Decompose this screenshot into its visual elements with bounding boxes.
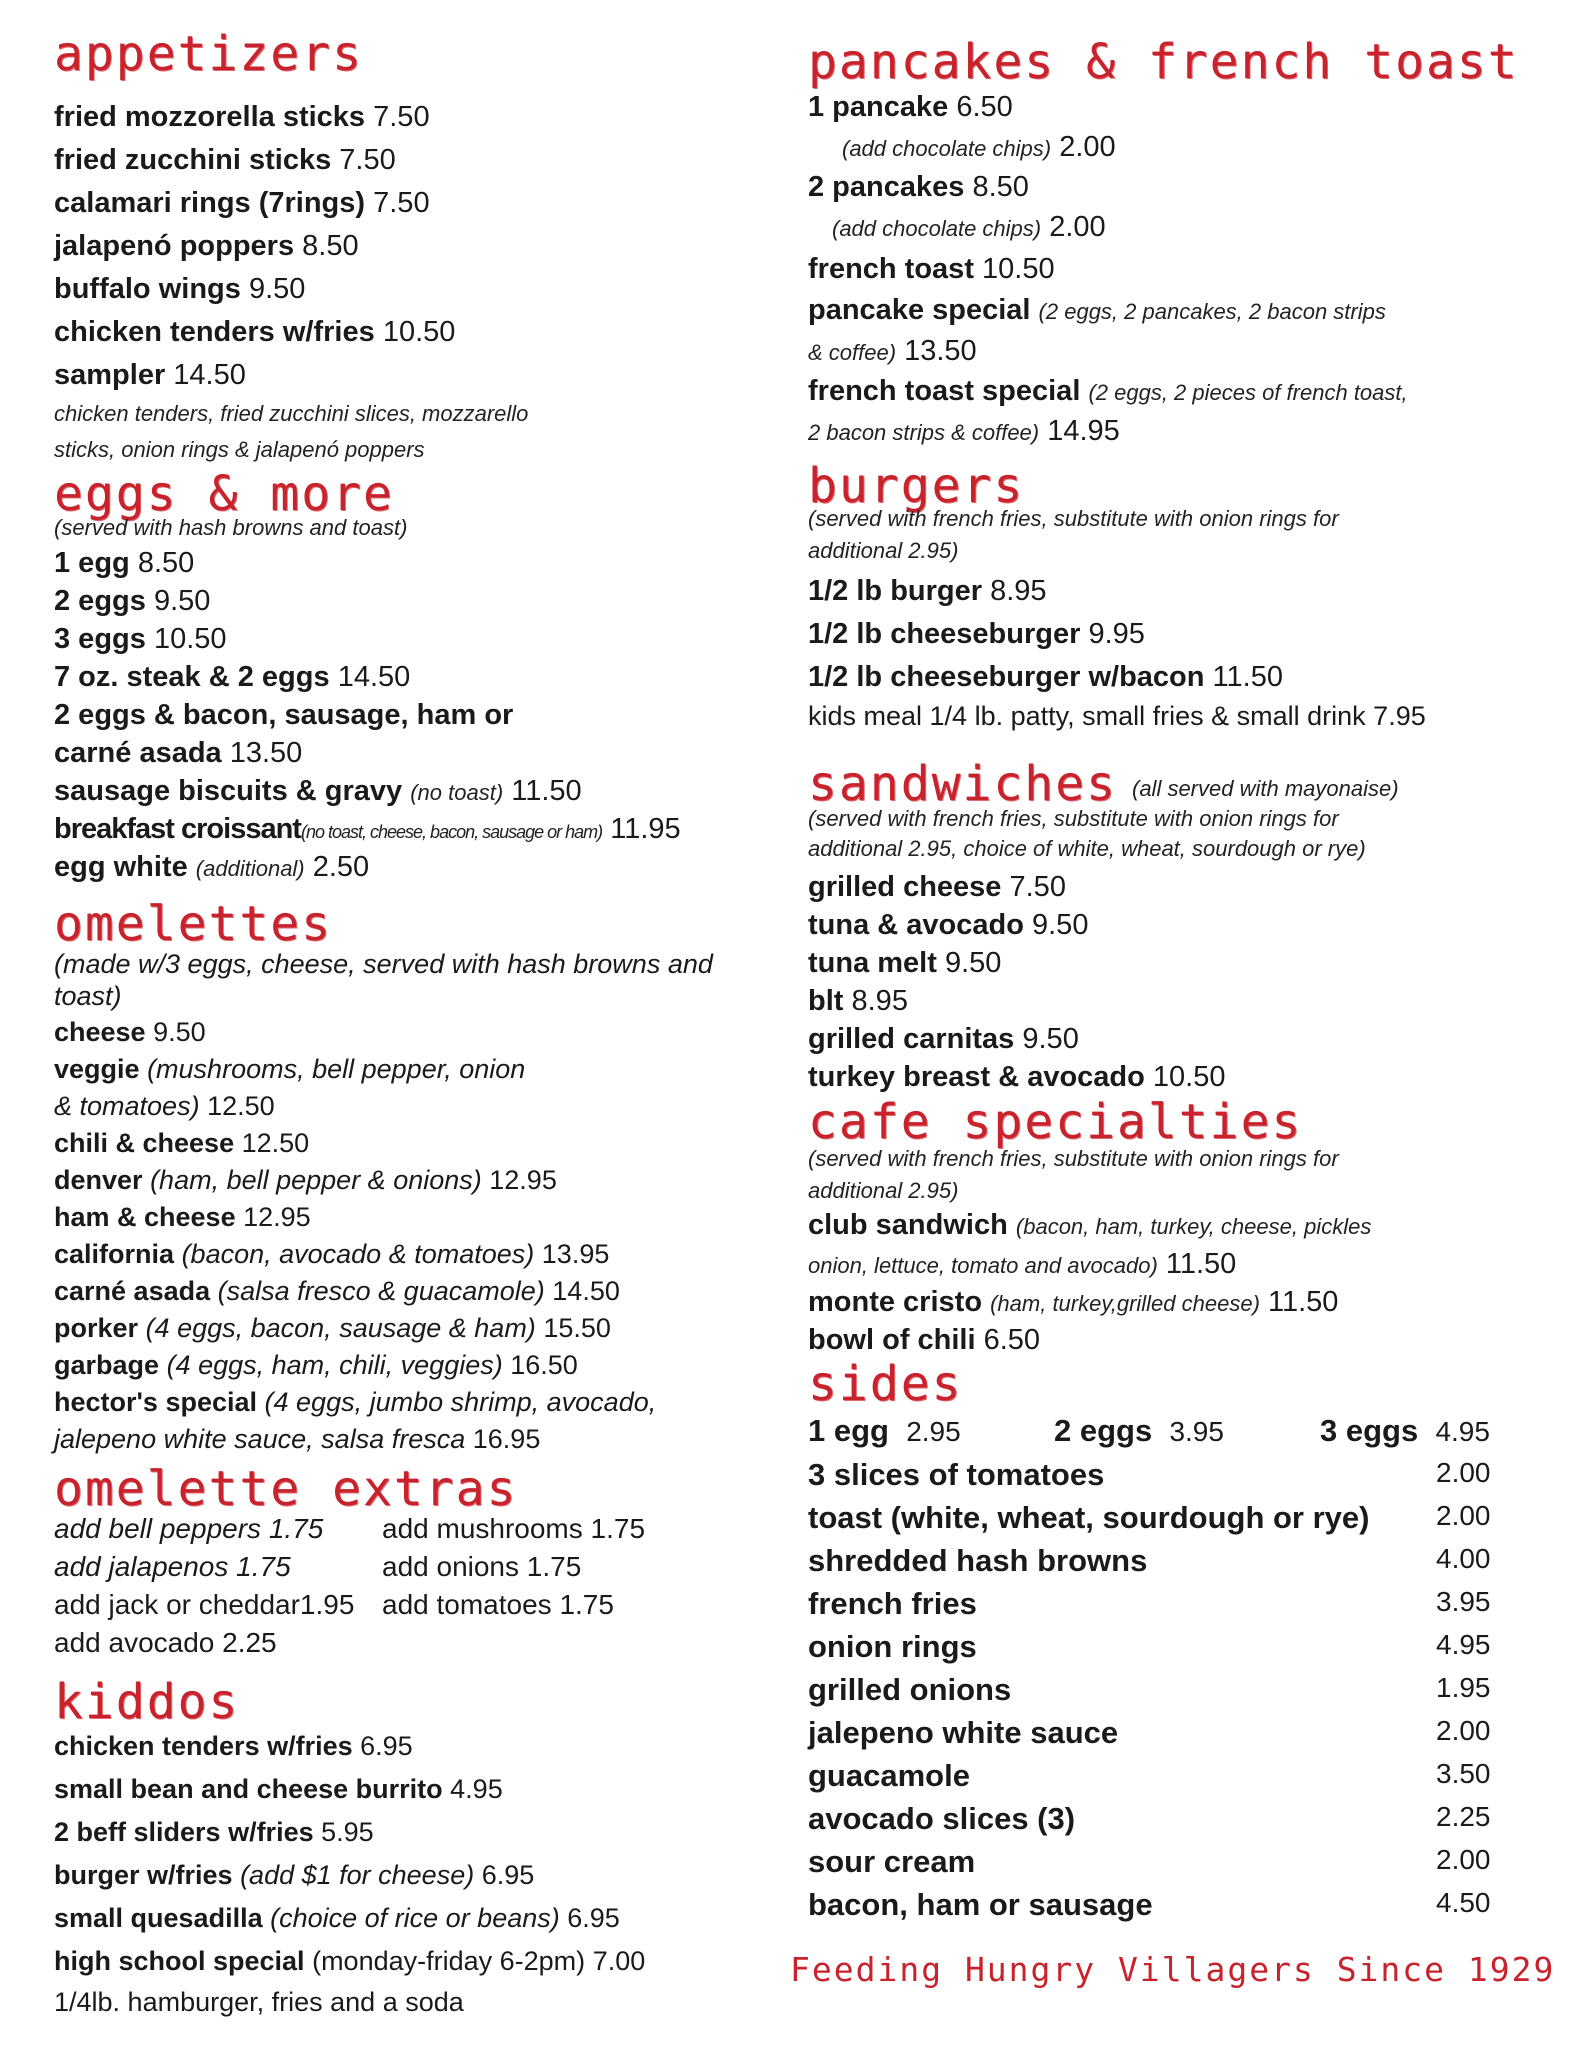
menu-item: veggie (mushrooms, bell pepper, onion xyxy=(54,1054,526,1084)
side-egg: 1 egg 2.95 xyxy=(808,1413,961,1448)
kiddos-title: kiddos xyxy=(54,1674,240,1730)
menu-item: garbage (4 eggs, ham, chili, veggies) 16.50 xyxy=(54,1350,578,1380)
burgers-title: burgers xyxy=(808,458,1025,514)
section-note: additional 2.95) xyxy=(808,538,959,563)
side-item: shredded hash browns 4.00 xyxy=(808,1543,1491,1578)
extra-item: add jack or cheddar1.95 xyxy=(54,1589,355,1620)
side-item: avocado slices (3) 2.25 xyxy=(808,1801,1491,1836)
section-note: toast) xyxy=(54,981,122,1011)
side-item: grilled onions 1.95 xyxy=(808,1672,1491,1707)
menu-item: jalepeno white sauce, salsa fresca 16.95 xyxy=(54,1424,541,1454)
menu-item: bowl of chili 6.50 xyxy=(808,1324,1041,1356)
extra-item: add jalapenos 1.75 xyxy=(54,1551,291,1582)
menu-item: & tomatoes) 12.50 xyxy=(54,1091,275,1121)
menu-item: tuna & avocado 9.50 xyxy=(808,909,1089,941)
menu-item: 2 bacon strips & coffee) 14.95 xyxy=(808,415,1120,447)
menu-item: jalapenó poppers 8.50 xyxy=(54,230,359,262)
omelettes-title: omelettes xyxy=(54,896,333,952)
menu-item: french toast 10.50 xyxy=(808,253,1055,285)
menu-item: 2 eggs 9.50 xyxy=(54,585,211,617)
menu-item: turkey breast & avocado 10.50 xyxy=(808,1061,1226,1093)
menu-item: 2 beff sliders w/fries 5.95 xyxy=(54,1817,374,1847)
menu-item: grilled cheese 7.50 xyxy=(808,871,1066,903)
item-description: 1/4lb. hamburger, fries and a soda xyxy=(54,1987,464,2017)
menu-item: 1 pancake 6.50 xyxy=(808,91,1013,123)
menu-item: tuna melt 9.50 xyxy=(808,947,1002,979)
side-item: french fries 3.95 xyxy=(808,1586,1491,1621)
menu-item: & coffee) 13.50 xyxy=(808,335,977,367)
menu-item: high school special (monday-friday 6-2pm) 7.00 xyxy=(54,1946,646,1976)
menu-item: blt 8.95 xyxy=(808,985,908,1017)
menu-item: ham & cheese 12.95 xyxy=(54,1202,311,1232)
sandwiches-title: sandwiches xyxy=(808,756,1117,812)
tagline: Feeding Hungry Villagers Since 1929 xyxy=(790,1950,1556,1989)
side-item: 3 slices of tomatoes 2.00 xyxy=(808,1457,1491,1492)
side-item: bacon, ham or sausage 4.50 xyxy=(808,1887,1491,1922)
menu-item: fried zucchini sticks 7.50 xyxy=(54,144,396,176)
menu-item: breakfast croissant(no toast, cheese, bacon, sausage or ham) 11.95 xyxy=(54,813,681,845)
menu-item: small bean and cheese burrito 4.95 xyxy=(54,1774,503,1804)
extra-item: add bell peppers 1.75 xyxy=(54,1513,324,1544)
side-egg: 2 eggs 3.95 xyxy=(1054,1413,1224,1448)
appetizers-title: appetizers xyxy=(54,26,363,82)
menu-item: sausage biscuits & gravy (no toast) 11.50 xyxy=(54,775,582,807)
extra-item: add avocado 2.25 xyxy=(54,1627,277,1658)
menu-item: burger w/fries (add $1 for cheese) 6.95 xyxy=(54,1860,535,1890)
cafe-title: cafe specialties xyxy=(808,1094,1303,1150)
menu-item: club sandwich (bacon, ham, turkey, cheese, pickles xyxy=(808,1209,1372,1241)
menu-item: carné asada 13.50 xyxy=(54,737,303,769)
extra-item: add mushrooms 1.75 xyxy=(382,1513,646,1544)
menu-item: 2 pancakes 8.50 xyxy=(808,171,1029,203)
menu-item: cheese 9.50 xyxy=(54,1017,206,1047)
side-item: toast (white, wheat, sourdough or rye) 2.00 xyxy=(808,1500,1491,1535)
side-item: onion rings 4.95 xyxy=(808,1629,1491,1664)
menu-item: sampler 14.50 xyxy=(54,359,246,391)
section-note: (all served with mayonaise) xyxy=(1132,776,1399,801)
menu-item: onion, lettuce, tomato and avocado) 11.50 xyxy=(808,1248,1237,1280)
section-note: (served with french fries, substitute with onion rings for xyxy=(808,806,1339,831)
section-note: (served with hash browns and toast) xyxy=(54,515,408,540)
item-description: kids meal 1/4 lb. patty, small fries & small drink 7.95 xyxy=(808,701,1426,731)
menu-item: buffalo wings 9.50 xyxy=(54,273,306,305)
menu-item: 1/2 lb burger 8.95 xyxy=(808,575,1047,607)
menu-item: fried mozzorella sticks 7.50 xyxy=(54,101,430,133)
eggs-title: eggs & more xyxy=(54,466,394,522)
side-item: jalepeno white sauce 2.00 xyxy=(808,1715,1491,1750)
section-note: (served with french fries, substitute with onion rings for xyxy=(808,1146,1339,1171)
section-note: additional 2.95, choice of white, wheat, sourdough or rye) xyxy=(808,836,1366,861)
side-item: guacamole 3.50 xyxy=(808,1758,1491,1793)
menu-item: chicken tenders w/fries 10.50 xyxy=(54,316,456,348)
sides-title: sides xyxy=(808,1356,963,1412)
menu-item: denver (ham, bell pepper & onions) 12.95 xyxy=(54,1165,557,1195)
menu-item: grilled carnitas 9.50 xyxy=(808,1023,1079,1055)
extra-item: add tomatoes 1.75 xyxy=(382,1589,614,1620)
menu-item: 1/2 lb cheeseburger 9.95 xyxy=(808,618,1145,650)
menu-item: calamari rings (7rings) 7.50 xyxy=(54,187,430,219)
extras-title: omelette extras xyxy=(54,1461,518,1517)
menu-item: 1 egg 8.50 xyxy=(54,547,195,579)
menu-item: carné asada (salsa fresco & guacamole) 14.50 xyxy=(54,1276,620,1306)
section-note: (made w/3 eggs, cheese, served with hash browns and xyxy=(54,949,713,979)
extra-item: add onions 1.75 xyxy=(382,1551,582,1582)
menu-item: 1/2 lb cheeseburger w/bacon 11.50 xyxy=(808,661,1283,693)
section-note: additional 2.95) xyxy=(808,1178,959,1203)
pancakes-title: pancakes & french toast xyxy=(808,34,1519,90)
menu-item: porker (4 eggs, bacon, sausage & ham) 15.50 xyxy=(54,1313,611,1343)
menu-item: 3 eggs 10.50 xyxy=(54,623,227,655)
menu-item: california (bacon, avocado & tomatoes) 13.95 xyxy=(54,1239,610,1269)
section-note: (served with french fries, substitute with onion rings for xyxy=(808,506,1339,531)
menu-item: chicken tenders w/fries 6.95 xyxy=(54,1731,413,1761)
menu-item: (add chocolate chips) 2.00 xyxy=(842,131,1116,163)
item-description: chicken tenders, fried zucchini slices, mozzarello xyxy=(54,401,529,426)
menu-item: 2 eggs & bacon, sausage, ham or xyxy=(54,699,514,731)
menu-item: monte cristo (ham, turkey,grilled cheese) 11.50 xyxy=(808,1286,1339,1318)
menu-item: small quesadilla (choice of rice or beans) 6.95 xyxy=(54,1903,620,1933)
menu-item: french toast special (2 eggs, 2 pieces of french toast, xyxy=(808,375,1408,407)
menu-item: chili & cheese 12.50 xyxy=(54,1128,310,1158)
item-description: sticks, onion rings & jalapenó poppers xyxy=(54,437,425,462)
side-egg: 3 eggs 4.95 xyxy=(1320,1413,1490,1448)
menu-item: (add chocolate chips) 2.00 xyxy=(832,211,1106,243)
menu-item: pancake special (2 eggs, 2 pancakes, 2 bacon strips xyxy=(808,294,1386,326)
menu-item: 7 oz. steak & 2 eggs 14.50 xyxy=(54,661,411,693)
side-item: sour cream 2.00 xyxy=(808,1844,1491,1879)
menu-item: hector's special (4 eggs, jumbo shrimp, avocado, xyxy=(54,1387,657,1417)
menu-item: egg white (additional) 2.50 xyxy=(54,851,370,883)
